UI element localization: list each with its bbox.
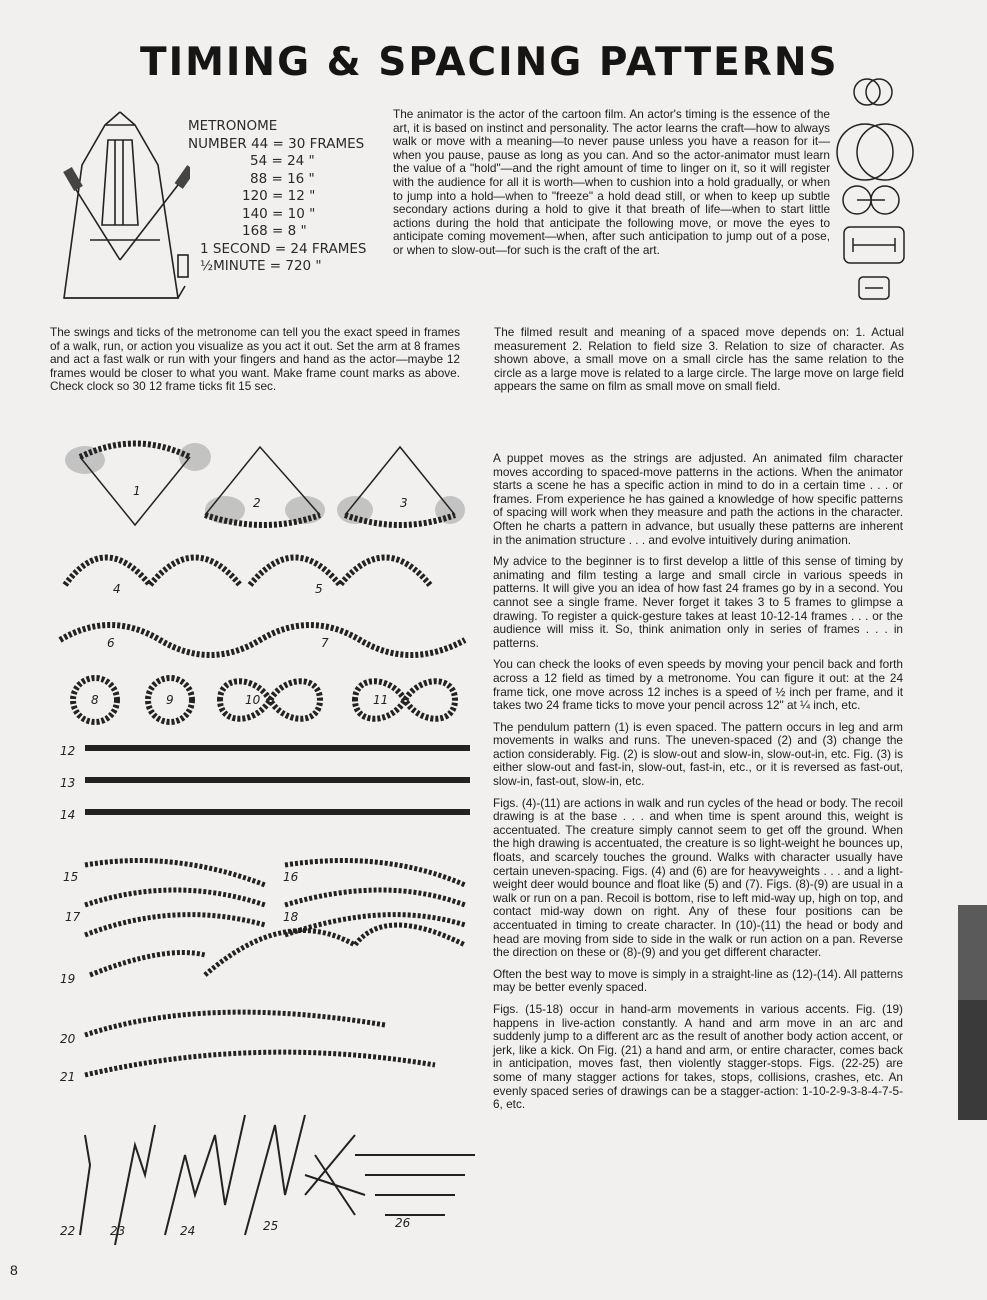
fig-label: 7 (321, 636, 329, 650)
fig-label: 12 (60, 744, 76, 758)
fig-label: 2 (253, 496, 261, 510)
metronome-row: 1 SECOND = 24 FRAMES (200, 240, 367, 257)
fig-label: 26 (395, 1216, 411, 1230)
fig-label: 23 (110, 1224, 126, 1238)
fig-label: 6 (107, 636, 115, 650)
body-paragraph: Figs. (4)-(11) are actions in walk and run cycles of the head or body. The recoil drawing is at the base . . . and when time is spent around this, weight is accentuated. The creature simply cannot seem to get off the ground. When the high drawing is accentuated, the creature is so light-weight he bounces up, floats, and scarcely touches the ground. Walks with character usually have certain uneven-spacing. Figs. (4) and (6) are for heavyweights . . . and a light-weight deer would bounce and float like (5) and (7). Figs. (8)-(9) are usual in a walk or run on a pan. Recoil is bottom, rise to left mid-way up, high on top, and contact mid-way down on right. Any of these four positions can be accentuated in timing to create character. In (10)-(11) the head or body and head are moving from side to side in the walk or run action on a pan. Reverse the direction on these or (8)-(9) and you get different character. (493, 795, 903, 960)
page-title: TIMING & SPACING PATTERNS (140, 40, 839, 85)
fig-label: 5 (315, 582, 323, 596)
fig-label: 19 (60, 972, 76, 986)
body-paragraph: My advice to the beginner is to first develop a little of this sense of timing by animating and film testing a large and small circle in various speeds in patterns. It will give you an idea of how fast 24 frames go by in a second. You cannot see a single frame. Never forget it takes 3 to 5 frames to glimpse a drawing. To register a quick-gesture takes at least 10-12-14 frames . . . or the audience will miss it. So, think animation only in series of frames . . . in patterns. (493, 554, 903, 650)
fig-label: 13 (60, 776, 76, 790)
metronome-row: 54 = 24 " (250, 153, 315, 169)
fig-label: 14 (60, 808, 76, 822)
fig-label: 25 (263, 1219, 279, 1233)
fig-label: 10 (245, 693, 261, 707)
fig-label: 3 (400, 496, 408, 510)
right-column-text (493, 452, 903, 1112)
body-paragraph: A puppet moves as the strings are adjusted. An animated film character moves according to spaced-move patterns in the actions. When the animator starts a scene he has a specific action in mind to do in a certain time . . . or frames. From experience he has gained a knowledge of how specific patterns of spacing will work when they measure and path the actions in the character. Often he charts a pattern in advance, but usually these patterns are inherent in the animation structure . . . and evolve intuitively during animation. (493, 451, 903, 547)
fig-label: 4 (113, 582, 121, 596)
spacing-patterns-illustration (55, 435, 485, 1265)
fig-label: 22 (60, 1224, 76, 1238)
fig-label: 18 (283, 910, 299, 924)
page-edge-tab-dark (958, 1000, 987, 1120)
fig-label: 8 (91, 693, 99, 707)
fig-label: 17 (65, 910, 81, 924)
intro-paragraph: The animator is the actor of the cartoon film. An actor's timing is the essence of the art, it is based on instinct and personality. The actor learns the craft—how to always walk or move with a meaning—to never pause unless you have a reason for it—when you pause, pause as long as you can. And so the actor-animator must learn the value of a "hold"—and the right amount of time to linger on it, so it will register with the audience for all it is worth—when to cushion into a hold gradually, or when to jump into a hold—when to "freeze" a hold dead still, or when to keep up subtle secondary actions during a hold to give it that breath of life—when to start little actions during the hold that anticipate the following move, or move the eyes to anticipate coming movement—when, after such anticipation to jump out of a pose, or when to slow-out—for such is the craft of the art. (393, 107, 830, 257)
fig-label: 1 (133, 484, 141, 498)
field-size-circles-diagram (835, 72, 915, 307)
body-paragraph: The pendulum pattern (1) is even spaced. The pattern occurs in leg and arm movements in walks and runs. The uneven-spaced (2) and (3) change the action considerably. Fig. (2) is slow-out and slow-in, slow-out-in, etc. Fig. (3) is either slow-out and fast-in, slow-out, fast-in, etc., or it is reversed as fast-out, slow-in, fast-out, slow-in, etc. (493, 719, 903, 789)
metronome-illustration (60, 110, 190, 305)
fig-label: 21 (60, 1070, 76, 1084)
metronome-chart (188, 118, 378, 276)
metronome-heading: METRONOME (188, 118, 278, 134)
page-number: 8 (10, 1262, 18, 1278)
metronome-row: 168 = 8 " (242, 223, 307, 239)
metronome-paragraph: The swings and ticks of the metronome can tell you the exact speed in frames of a walk, run, or action you visualize as you act it out. Set the arm at 8 frames and act a fast walk or run with your fingers and hand as the actor—maybe 12 frames would be closer to what you want. Make frame count marks as above. Check clock so 30 12 frame ticks fit 15 sec. (50, 325, 460, 394)
metronome-row: ½MINUTE = 720 " (200, 258, 322, 274)
metronome-row: 140 = 10 " (242, 205, 316, 222)
fig-label: 16 (283, 870, 299, 884)
metronome-row: 120 = 12 " (242, 188, 316, 204)
fig-label: 11 (373, 693, 389, 707)
body-paragraph: Figs. (15-18) occur in hand-arm movements in various accents. Fig. (19) happens in live-action constantly. A hand and arm move in an arc and suddenly jump to a different arc as the result of another body action accent, or jerk, like a kick. On Fig. (21) a hand and arm, or entire character, comes back in anticipation, moves fast, then violently stagger-stops. Figs. (22-25) are some of many stagger actions for takes, stops, collisions, crashes, etc. An evenly spaced series of drawings can be a stagger-action: 1-10-2-9-3-8-4-7-5-6, etc. (493, 1001, 903, 1112)
fig-label: 24 (180, 1224, 196, 1238)
body-paragraph: You can check the looks of even speeds by moving your pencil back and forth across a 12 field as timed by a metronome. You can figure it out: at the 24 frame tick, one move across 12 inches is a speed of ½ inch per frame, and it takes two 24 frame ticks to move your pencil across 12" at ¼ inch, etc. (493, 657, 903, 713)
metronome-row: NUMBER 44 = 30 FRAMES (188, 135, 365, 152)
metronome-row: 88 = 16 " (250, 170, 315, 187)
fig-label: 9 (166, 693, 174, 707)
spaced-move-paragraph: The filmed result and meaning of a spaced move depends on: 1. Actual measurement 2. Relation to field size 3. Relation to size of character. As shown above, a small move on a small circle has the same relation to the circle as a large move is related to a large circle. The large move on large field appears the same on film as small move on small field. (494, 325, 904, 394)
body-paragraph: Often the best way to move is simply in a straight-line as (12)-(14). All patterns may be better evenly spaced. (493, 966, 903, 995)
fig-label: 20 (60, 1032, 76, 1046)
fig-label: 15 (63, 870, 79, 884)
